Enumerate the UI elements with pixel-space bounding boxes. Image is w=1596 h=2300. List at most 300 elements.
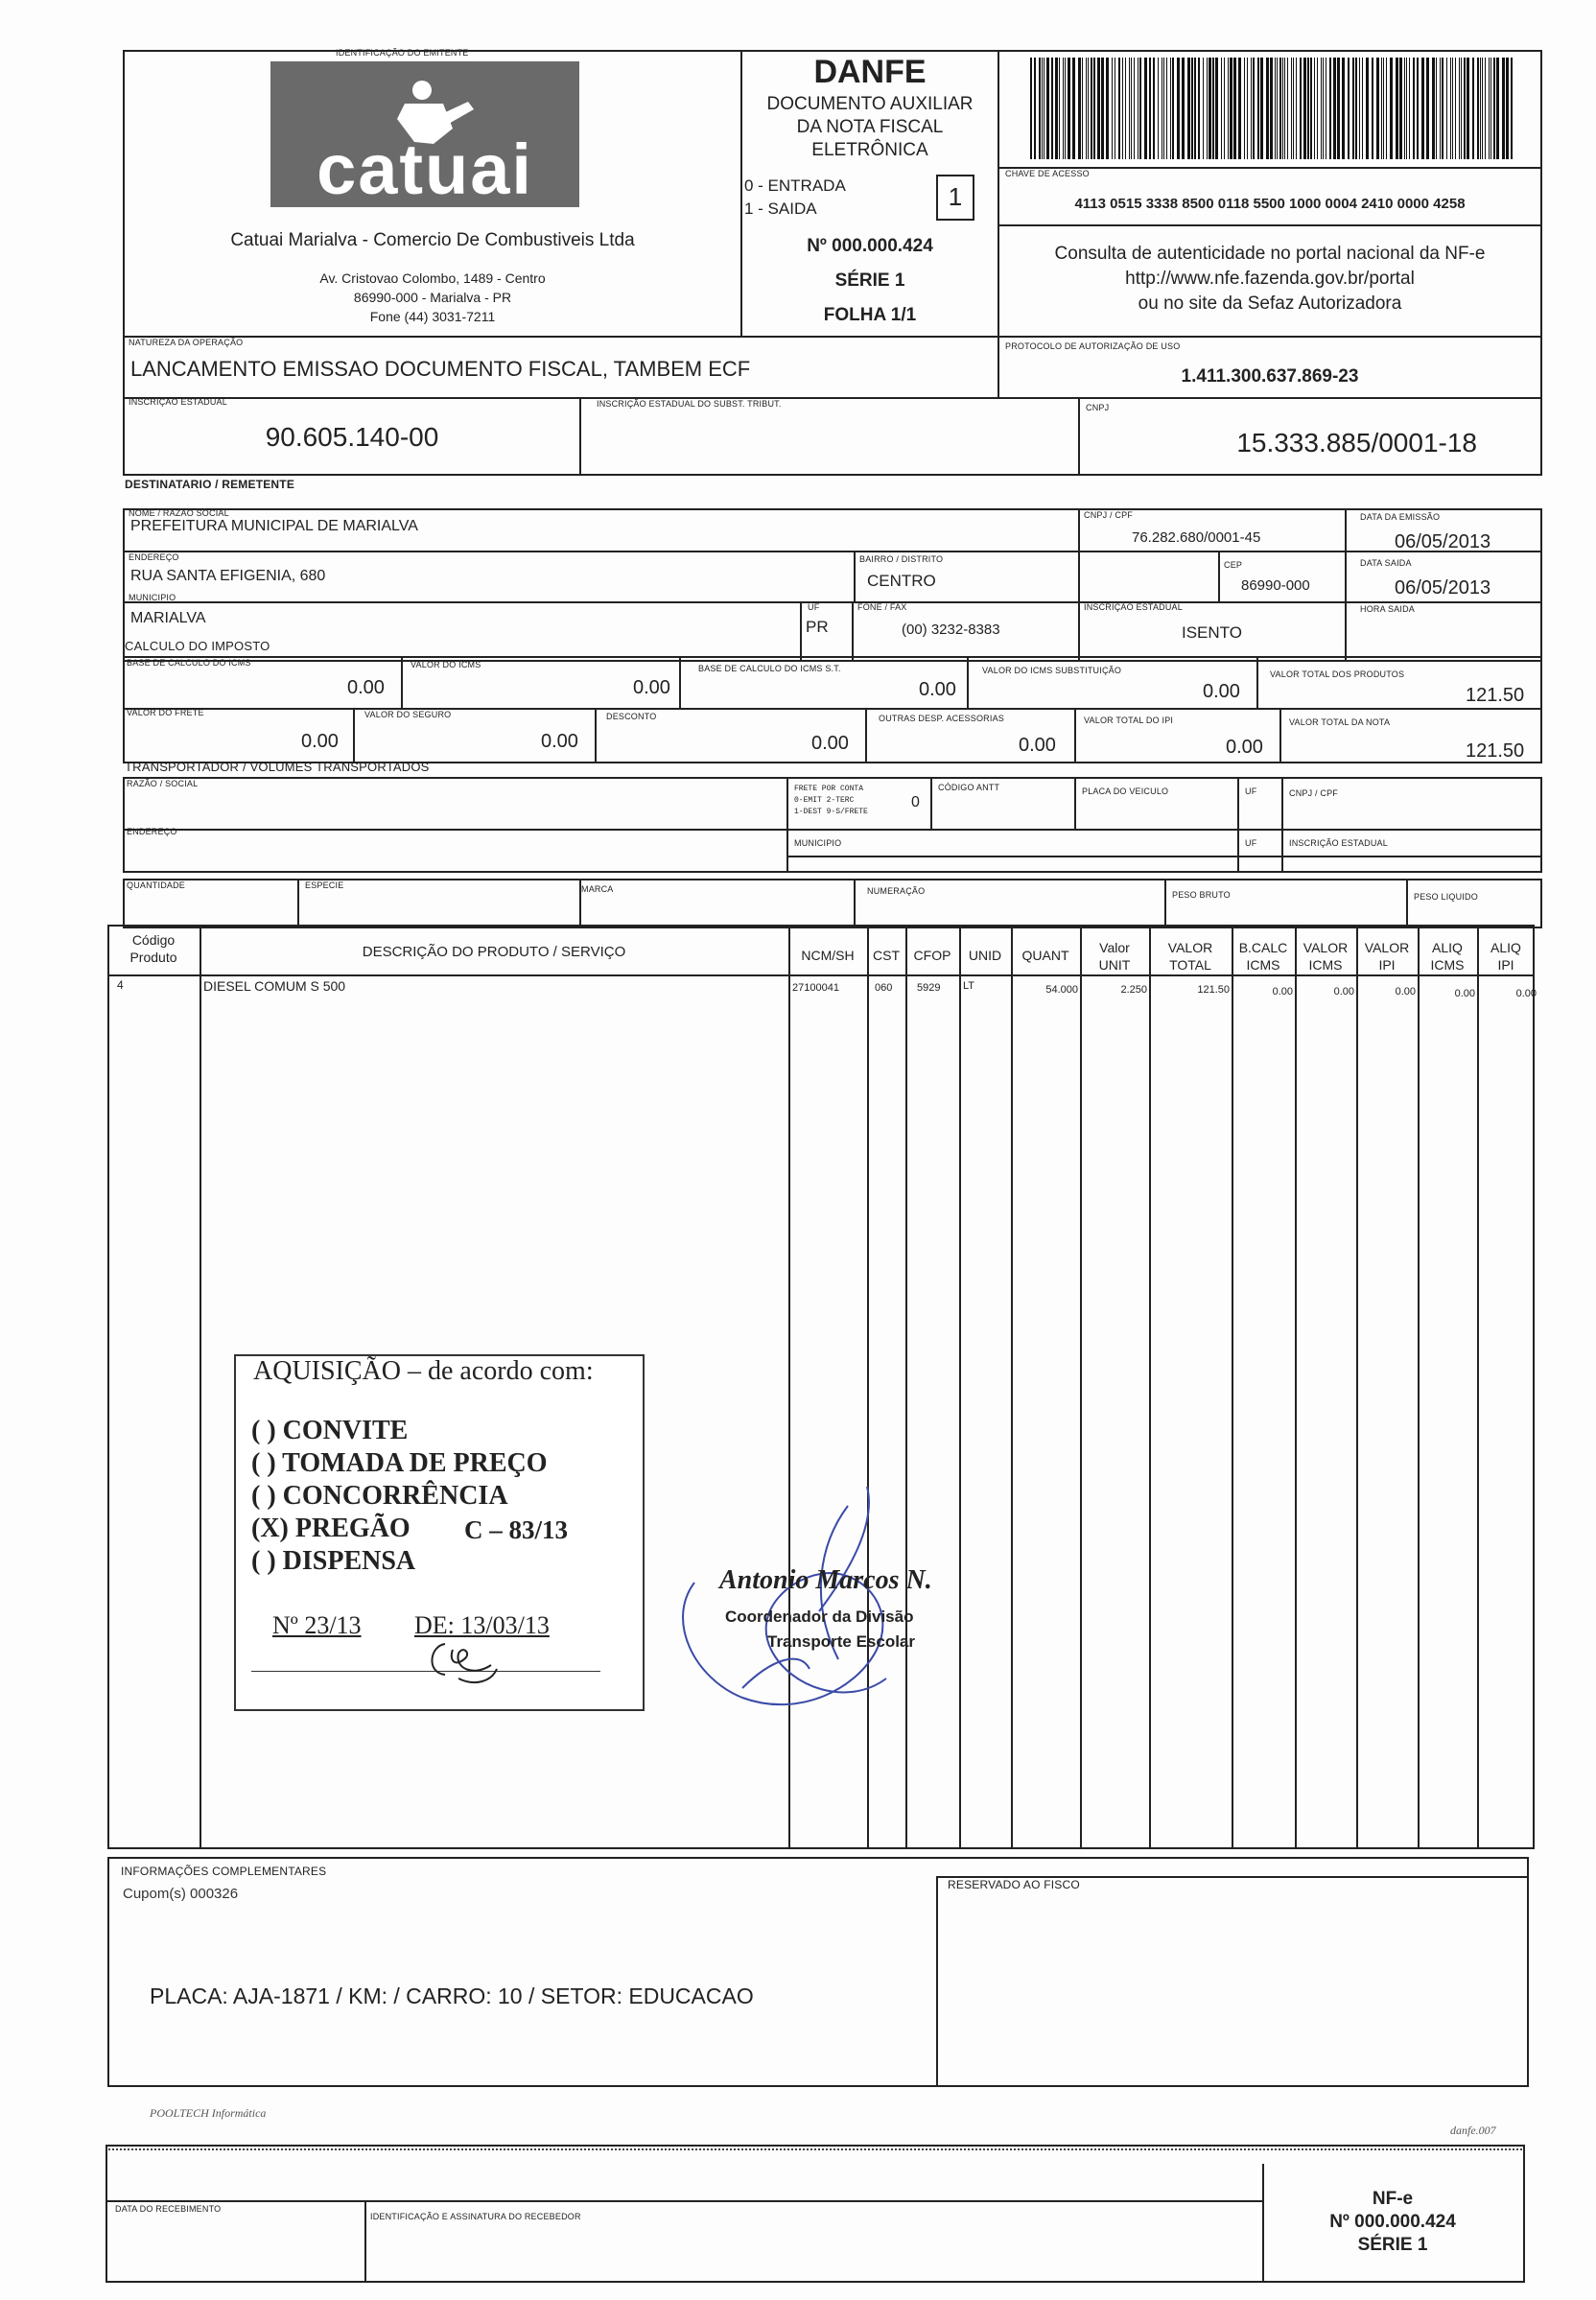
- barcode-bar: [1172, 58, 1174, 159]
- barcode-bar: [1170, 58, 1171, 159]
- dest-municipio-label: MUNICIPIO: [129, 593, 176, 602]
- barcode-bar: [1359, 58, 1360, 159]
- barcode-bar: [1212, 58, 1214, 159]
- valor-icms-label: VALOR DO ICMS: [411, 660, 481, 669]
- barcode-bar: [1452, 58, 1453, 159]
- barcode-bar: [1317, 58, 1318, 159]
- barcode-bar: [1279, 58, 1281, 159]
- stamp-numero: Nº 23/13: [272, 1611, 362, 1639]
- emitente-name: Catuai Marialva - Comercio De Combustiveis Ltda: [230, 230, 635, 250]
- chave-label: CHAVE DE ACESSO: [1005, 169, 1090, 178]
- barcode-bar: [1163, 58, 1164, 159]
- transportador-label: TRANSPORTADOR / VOLUMES TRANSPORTADOS: [125, 760, 430, 774]
- barcode-bar: [1228, 58, 1229, 159]
- canhoto-nfe: NF-e: [1372, 2189, 1414, 2209]
- item-vtotal: 121.50: [1197, 984, 1230, 996]
- total-nota-label: VALOR TOTAL DA NOTA: [1289, 717, 1391, 727]
- hdr-aipi2: IPI: [1497, 957, 1514, 973]
- imp-v2: [679, 656, 681, 708]
- dest-cep: 86990-000: [1241, 577, 1310, 594]
- barcode-bar: [1417, 58, 1419, 159]
- ident-label: IDENTIFICAÇÃO E ASSINATURA DO RECEBEDOR: [370, 2212, 581, 2221]
- stamp-opt2: ( ) TOMADA DE PREÇO: [251, 1448, 548, 1478]
- barcode-bar: [1480, 58, 1481, 159]
- dest-endereco-label: ENDEREÇO: [129, 552, 179, 562]
- barcode-graphic: [1028, 58, 1517, 159]
- col-v-vipi: [1418, 925, 1420, 1849]
- company-logo: [270, 61, 579, 207]
- especie-label: ESPECIE: [305, 880, 344, 890]
- frete-conta-l2: 0-EMIT 2-TERC: [794, 796, 855, 805]
- barcode-bar: [1404, 58, 1405, 159]
- stamp-opt4-ref: C – 83/13: [464, 1515, 568, 1544]
- consulta-line2: http://www.nfe.fazenda.gov.br/portal: [1125, 269, 1415, 289]
- hdr-cfop: CFOP: [913, 948, 951, 963]
- barcode-bar: [1372, 58, 1373, 159]
- dest-saida-label: DATA SAIDA: [1360, 558, 1412, 568]
- hdr-aicms1: ALIQ: [1432, 940, 1463, 955]
- col-v-unid: [1011, 925, 1013, 1849]
- barcode-bar: [1139, 58, 1141, 159]
- barcode-bar: [1093, 58, 1095, 159]
- barcode-bar: [1046, 58, 1049, 159]
- transp-endereco-label: ENDEREÇO: [127, 827, 177, 836]
- hdr-bcalc2: ICMS: [1246, 957, 1280, 973]
- software-name: POOLTECH Informática: [150, 2106, 267, 2120]
- frete-conta-l3: 1-DEST 9-S/FRETE: [794, 808, 868, 816]
- danfe-folha: FOLHA 1/1: [823, 305, 917, 325]
- stamp-opt1: ( ) CONVITE: [251, 1416, 409, 1445]
- barcode-bar: [1082, 58, 1083, 159]
- barcode-bar: [1472, 58, 1474, 159]
- barcode-bar: [1464, 58, 1466, 159]
- cnpj-label: CNPJ: [1086, 403, 1110, 412]
- dest-vline-uf: [800, 601, 802, 662]
- barcode-bar: [1149, 58, 1151, 159]
- dest-ie-label: INSCRIÇÃO ESTADUAL: [1084, 602, 1183, 612]
- valor-st-label: VALOR DO ICMS SUBSTITUIÇÃO: [982, 666, 1122, 675]
- barcode-bar: [1042, 58, 1043, 159]
- info-label: INFORMAÇÕES COMPLEMENTARES: [121, 1865, 327, 1878]
- barcode-bar: [1051, 58, 1053, 159]
- stamp-data: DE: 13/03/13: [414, 1611, 550, 1639]
- desconto-label: DESCONTO: [606, 712, 657, 721]
- ipi-label: VALOR TOTAL DO IPI: [1084, 716, 1174, 725]
- dest-bairro-label: BAIRRO / DISTRITO: [859, 554, 944, 564]
- peso-liquido-label: PESO LIQUIDO: [1414, 892, 1478, 902]
- barcode-bar: [1455, 58, 1456, 159]
- barcode-bar: [1224, 58, 1225, 159]
- info-cupom: Cupom(s) 000326: [123, 1886, 239, 1902]
- transp-v5: [1281, 777, 1283, 873]
- ie-label: INSCRIÇÃO ESTADUAL: [129, 397, 227, 407]
- info-placa: PLACA: AJA-1871 / KM: / CARRO: 10 / SETOR: EDUCACAO: [150, 1983, 754, 2008]
- produtos-header-line: [107, 974, 1535, 976]
- dest-vline-bairro: [854, 551, 856, 601]
- hdr-bcalc1: B.CALC: [1238, 940, 1288, 955]
- barcode-bar: [1125, 58, 1126, 159]
- emitente-phone: Fone (44) 3031-7211: [369, 309, 496, 324]
- barcode-bar: [1221, 58, 1222, 159]
- barcode-bar: [1230, 58, 1232, 159]
- dest-emissao: 06/05/2013: [1395, 531, 1491, 552]
- dest-hora-label: HORA SAIDA: [1360, 604, 1416, 614]
- barcode-bar: [1493, 58, 1495, 159]
- ie-value: 90.605.140-00: [265, 422, 439, 452]
- barcode-bar: [1323, 58, 1324, 159]
- dest-vline-date: [1345, 508, 1347, 662]
- razao-label: RAZÃO / SOCIAL: [127, 779, 199, 788]
- barcode-bar: [1277, 58, 1278, 159]
- barcode-bar: [1390, 58, 1393, 159]
- item-vipi: 0.00: [1395, 986, 1416, 997]
- data-receb-label: DATA DO RECEBIMENTO: [115, 2204, 222, 2214]
- barcode-bar: [1158, 58, 1159, 159]
- dest-cnpj-label: CNPJ / CPF: [1084, 510, 1134, 520]
- quantidade-label: QUANTIDADE: [127, 880, 186, 890]
- transp-v2: [930, 777, 932, 829]
- barcode-bar: [1321, 58, 1322, 159]
- dest-row-line2: [123, 601, 1542, 603]
- dest-vline-ie: [1078, 601, 1080, 662]
- transp-line2: [786, 856, 1542, 857]
- vol-v1: [297, 879, 299, 928]
- barcode-bar: [1300, 58, 1302, 159]
- col-v-vicms: [1356, 925, 1358, 1849]
- dest-emissao-label: DATA DA EMISSÃO: [1360, 512, 1441, 522]
- hdr-vtotal1: VALOR: [1167, 940, 1213, 955]
- danfe-subtitle3: ELETRÔNICA: [811, 140, 928, 160]
- ipi: 0.00: [1226, 737, 1263, 758]
- dest-cep-label: CEP: [1224, 560, 1243, 570]
- barcode-bar: [1030, 58, 1032, 159]
- barcode-bar: [1383, 58, 1384, 159]
- barcode-bar: [1489, 58, 1490, 159]
- item-descricao: DIESEL COMUM S 500: [203, 978, 346, 994]
- signature-scribble: [656, 1467, 963, 1736]
- canhoto-numero: Nº 000.000.424: [1329, 2212, 1456, 2232]
- barcode-bar: [1396, 58, 1398, 159]
- barcode-bar: [1490, 58, 1491, 159]
- vol-v4: [1164, 879, 1166, 928]
- barcode-bar: [1034, 58, 1036, 159]
- imposto-mid: [123, 708, 1542, 710]
- consulta-line3: ou no site da Sefaz Autorizadora: [1138, 293, 1402, 314]
- base-st-label: BASE DE CALCULO DO ICMS S.T.: [698, 664, 841, 673]
- barcode-bar: [1270, 58, 1273, 159]
- barcode-bar: [1355, 58, 1357, 159]
- transp-uf-label: UF: [1245, 786, 1257, 796]
- canhoto-mid: [106, 2200, 1262, 2202]
- transp-ie-label: INSCRIÇÃO ESTADUAL: [1289, 838, 1388, 848]
- signature-name: Antonio Marcos N.: [719, 1565, 932, 1595]
- barcode-bar: [1432, 58, 1435, 159]
- barcode-bar: [1078, 58, 1081, 159]
- hdr-descricao: DESCRIÇÃO DO PRODUTO / SERVIÇO: [362, 944, 626, 960]
- dest-fone-label: FONE / FAX: [857, 602, 907, 612]
- hdr-cst: CST: [873, 948, 900, 963]
- imp-v6: [595, 708, 597, 763]
- total-nota: 121.50: [1466, 740, 1525, 762]
- danfe-title: DANFE: [813, 54, 927, 90]
- barcode-bar: [1461, 58, 1462, 159]
- hdr-vtotal2: TOTAL: [1169, 957, 1211, 973]
- transp-municipio-label: MUNICIPIO: [794, 838, 842, 848]
- dest-bairro: CENTRO: [867, 572, 936, 590]
- barcode-bar: [1253, 58, 1255, 159]
- barcode-bar: [1436, 58, 1437, 159]
- barcode-bar: [1413, 58, 1415, 159]
- emitente-address2: 86990-000 - Marialva - PR: [353, 290, 512, 305]
- ie-st-box: [579, 397, 1080, 476]
- barcode-bar: [1072, 58, 1075, 159]
- barcode-bar: [1086, 58, 1087, 159]
- transp-line1: [123, 829, 1542, 831]
- vol-v3: [854, 879, 856, 928]
- barcode-bar: [1215, 58, 1218, 159]
- barcode-bar: [1122, 58, 1123, 159]
- item-cst: 060: [875, 982, 893, 994]
- item-aipi: 0.00: [1515, 988, 1537, 999]
- barcode-bar: [1287, 58, 1288, 159]
- barcode-bar: [1182, 58, 1185, 159]
- imp-v4: [1256, 656, 1258, 708]
- danfe-tipo: 1: [948, 182, 963, 211]
- barcode-bar: [1097, 58, 1100, 159]
- hdr-unid: UNID: [968, 948, 1002, 963]
- imp-v1: [401, 656, 403, 708]
- barcode-bar: [1348, 58, 1350, 159]
- consulta-line1: Consulta de autenticidade no portal nacional da NF-e: [1054, 244, 1486, 264]
- barcode-bar: [1191, 58, 1193, 159]
- barcode-bar: [1198, 58, 1200, 159]
- stamp-initials-mark: [416, 1631, 503, 1688]
- barcode: [1028, 58, 1517, 159]
- col-v-vunit: [1149, 925, 1151, 1849]
- canhoto-serie: SÉRIE 1: [1357, 2235, 1428, 2255]
- barcode-bar: [1153, 58, 1155, 159]
- barcode-bar: [1059, 58, 1060, 159]
- danfe-saida: 1 - SAIDA: [744, 199, 817, 218]
- barcode-bar: [1421, 58, 1424, 159]
- hdr-aicms2: ICMS: [1430, 957, 1465, 973]
- barcode-bar: [1065, 58, 1066, 159]
- barcode-bar: [1399, 58, 1402, 159]
- danfe-serie: SÉRIE 1: [834, 270, 905, 291]
- frete-label: VALOR DO FRETE: [127, 708, 204, 717]
- barcode-bar: [1442, 58, 1443, 159]
- barcode-bar: [1260, 58, 1263, 159]
- item-codigo: 4: [117, 978, 124, 992]
- item-quant: 54.000: [1045, 984, 1078, 996]
- imp-v3: [967, 656, 969, 708]
- barcode-bar: [1450, 58, 1451, 159]
- chave-value: 4113 0515 3338 8500 0118 5500 1000 0004 2410 0000 4258: [1074, 196, 1466, 212]
- hdr-vicms2: ICMS: [1308, 957, 1343, 973]
- barcode-bar: [1352, 58, 1354, 159]
- natureza-label: NATUREZA DA OPERAÇÃO: [129, 338, 244, 347]
- barcode-bar: [1088, 58, 1089, 159]
- transp-cnpj-label: CNPJ / CPF: [1289, 788, 1339, 798]
- chave-divider2: [998, 224, 1542, 226]
- barcode-bar: [1134, 58, 1135, 159]
- item-aicms: 0.00: [1454, 988, 1475, 999]
- barcode-bar: [1329, 58, 1331, 159]
- barcode-bar: [1144, 58, 1147, 159]
- barcode-bar: [1307, 58, 1309, 159]
- dest-municipio: MARIALVA: [130, 610, 206, 626]
- danfe-subtitle1: DOCUMENTO AUXILIAR: [766, 94, 974, 114]
- barcode-bar: [1068, 58, 1070, 159]
- stamp-opt5: ( ) DISPENSA: [251, 1546, 416, 1576]
- dest-saida: 06/05/2013: [1395, 577, 1491, 598]
- item-vicms: 0.00: [1333, 986, 1354, 997]
- item-bcalc: 0.00: [1272, 986, 1293, 997]
- hdr-codigo1: Código: [131, 932, 176, 948]
- barcode-bar: [1282, 58, 1283, 159]
- imp-v5: [353, 708, 355, 763]
- barcode-bar: [1406, 58, 1407, 159]
- destinatario-label: DESTINATARIO / REMETENTE: [125, 478, 295, 491]
- transp-v3: [1074, 777, 1076, 829]
- barcode-bar: [1251, 58, 1252, 159]
- dest-nome-label: NOME / RAZÃO SOCIAL: [129, 508, 229, 518]
- protocolo-value: 1.411.300.637.869-23: [1181, 366, 1359, 387]
- dest-uf-label: UF: [808, 602, 820, 612]
- frete: 0.00: [301, 731, 339, 752]
- barcode-bar: [1381, 58, 1382, 159]
- hdr-ncm: NCM/SH: [801, 948, 855, 963]
- danfe-subtitle2: DA NOTA FISCAL: [796, 117, 944, 137]
- barcode-bar: [1284, 58, 1285, 159]
- seguro-label: VALOR DO SEGURO: [364, 710, 452, 719]
- dest-vline-cep: [1218, 551, 1220, 601]
- barcode-bar: [1310, 58, 1312, 159]
- valor-icms: 0.00: [633, 677, 670, 698]
- total-produtos-label: VALOR TOTAL DOS PRODUTOS: [1270, 669, 1405, 679]
- barcode-bar: [1386, 58, 1387, 159]
- transp-v4: [1237, 777, 1239, 873]
- numeracao-label: NUMERAÇÃO: [867, 886, 926, 896]
- dest-row-line1: [123, 551, 1542, 552]
- barcode-bar: [1238, 58, 1241, 159]
- desconto: 0.00: [811, 733, 849, 754]
- barcode-bar: [1209, 58, 1211, 159]
- natureza-value: LANCAMENTO EMISSAO DOCUMENTO FISCAL, TAMBEM ECF: [130, 357, 751, 381]
- barcode-bar: [1303, 58, 1306, 159]
- barcode-bar: [1244, 58, 1245, 159]
- barcode-bar: [1333, 58, 1336, 159]
- signature-role1: Coordenador da Divisão: [725, 1608, 914, 1626]
- barcode-bar: [1496, 58, 1499, 159]
- marca-label: MARCA: [581, 884, 614, 894]
- signature-role2: Transporte Escolar: [767, 1632, 916, 1651]
- col-v-bcalc: [1295, 925, 1297, 1849]
- barcode-bar: [1233, 58, 1236, 159]
- barcode-bar: [1376, 58, 1379, 159]
- barcode-bar: [1266, 58, 1269, 159]
- outras: 0.00: [1019, 735, 1056, 756]
- protocolo-label: PROTOCOLO DE AUTORIZAÇÃO DE USO: [1005, 341, 1181, 351]
- barcode-bar: [1362, 58, 1363, 159]
- barcode-bar: [1118, 58, 1120, 159]
- placa-label: PLACA DO VEICULO: [1082, 786, 1169, 796]
- barcode-bar: [1459, 58, 1460, 159]
- barcode-bar: [1106, 58, 1109, 159]
- barcode-bar: [1207, 58, 1208, 159]
- dest-ie: ISENTO: [1182, 623, 1242, 642]
- barcode-bar: [1409, 58, 1410, 159]
- barcode-bar: [1055, 58, 1058, 159]
- barcode-bar: [1247, 58, 1248, 159]
- barcode-bar: [1194, 58, 1196, 159]
- base-icms: 0.00: [347, 677, 385, 698]
- barcode-bar: [1275, 58, 1276, 159]
- barcode-bar: [1039, 58, 1041, 159]
- item-ncm: 27100041: [792, 982, 839, 994]
- hdr-vipi2: IPI: [1378, 957, 1396, 973]
- frete-conta-l1: FRETE POR CONTA: [794, 785, 864, 793]
- col-v-aicms: [1477, 925, 1479, 1849]
- dest-fone: (00) 3232-8383: [902, 622, 1000, 638]
- hdr-quant: QUANT: [1021, 948, 1069, 963]
- barcode-bar: [1257, 58, 1259, 159]
- col-v-codigo: [200, 925, 201, 1849]
- barcode-bar: [1101, 58, 1104, 159]
- hdr-codigo2: Produto: [129, 950, 177, 965]
- transp-v1: [786, 777, 788, 873]
- stamp-opt3: ( ) CONCORRÊNCIA: [251, 1481, 508, 1511]
- barcode-bar: [1485, 58, 1486, 159]
- barcode-bar: [1446, 58, 1447, 159]
- barcode-bar: [1063, 58, 1064, 159]
- barcode-bar: [1482, 58, 1483, 159]
- barcode-bar: [1314, 58, 1315, 159]
- vol-v5: [1406, 879, 1408, 928]
- barcode-bar: [1477, 58, 1479, 159]
- imposto-label: CALCULO DO IMPOSTO: [125, 639, 270, 653]
- hdr-aipi1: ALIQ: [1490, 940, 1521, 955]
- total-produtos: 121.50: [1466, 685, 1525, 706]
- col-v-vtotal: [1232, 925, 1233, 1849]
- imp-v9: [1279, 708, 1281, 763]
- item-vunit: 2.250: [1120, 984, 1147, 996]
- barcode-bar: [1203, 58, 1204, 159]
- valor-st: 0.00: [1203, 681, 1240, 702]
- emitente-address1: Av. Cristovao Colombo, 1489 - Centro: [319, 270, 546, 286]
- item-cfop: 5929: [917, 982, 941, 994]
- barcode-bar: [1511, 58, 1513, 159]
- dest-endereco: RUA SANTA EFIGENIA, 680: [130, 568, 326, 584]
- canhoto-v1: [364, 2200, 366, 2283]
- barcode-bar: [1291, 58, 1292, 159]
- danfe-ref: danfe.007: [1450, 2124, 1496, 2137]
- dest-uf: PR: [806, 618, 829, 636]
- peso-bruto-label: PESO BRUTO: [1172, 890, 1231, 900]
- fisco-label: RESERVADO AO FISCO: [948, 1878, 1080, 1891]
- hdr-vunit1: Valor: [1099, 940, 1130, 955]
- frete-conta-val: 0: [911, 794, 920, 810]
- outras-label: OUTRAS DESP. ACESSORIAS: [879, 714, 1004, 723]
- seguro: 0.00: [541, 731, 578, 752]
- antt-label: CÓDIGO ANTT: [938, 783, 1000, 792]
- dest-cnpj: 76.282.680/0001-45: [1132, 529, 1261, 546]
- imp-v7: [865, 708, 867, 763]
- base-icms-label: BASE DE CALCULO DO ICMS: [127, 658, 251, 668]
- info-divider: [936, 1876, 938, 2087]
- info-box: [107, 1857, 1529, 2087]
- barcode-bar: [1131, 58, 1132, 159]
